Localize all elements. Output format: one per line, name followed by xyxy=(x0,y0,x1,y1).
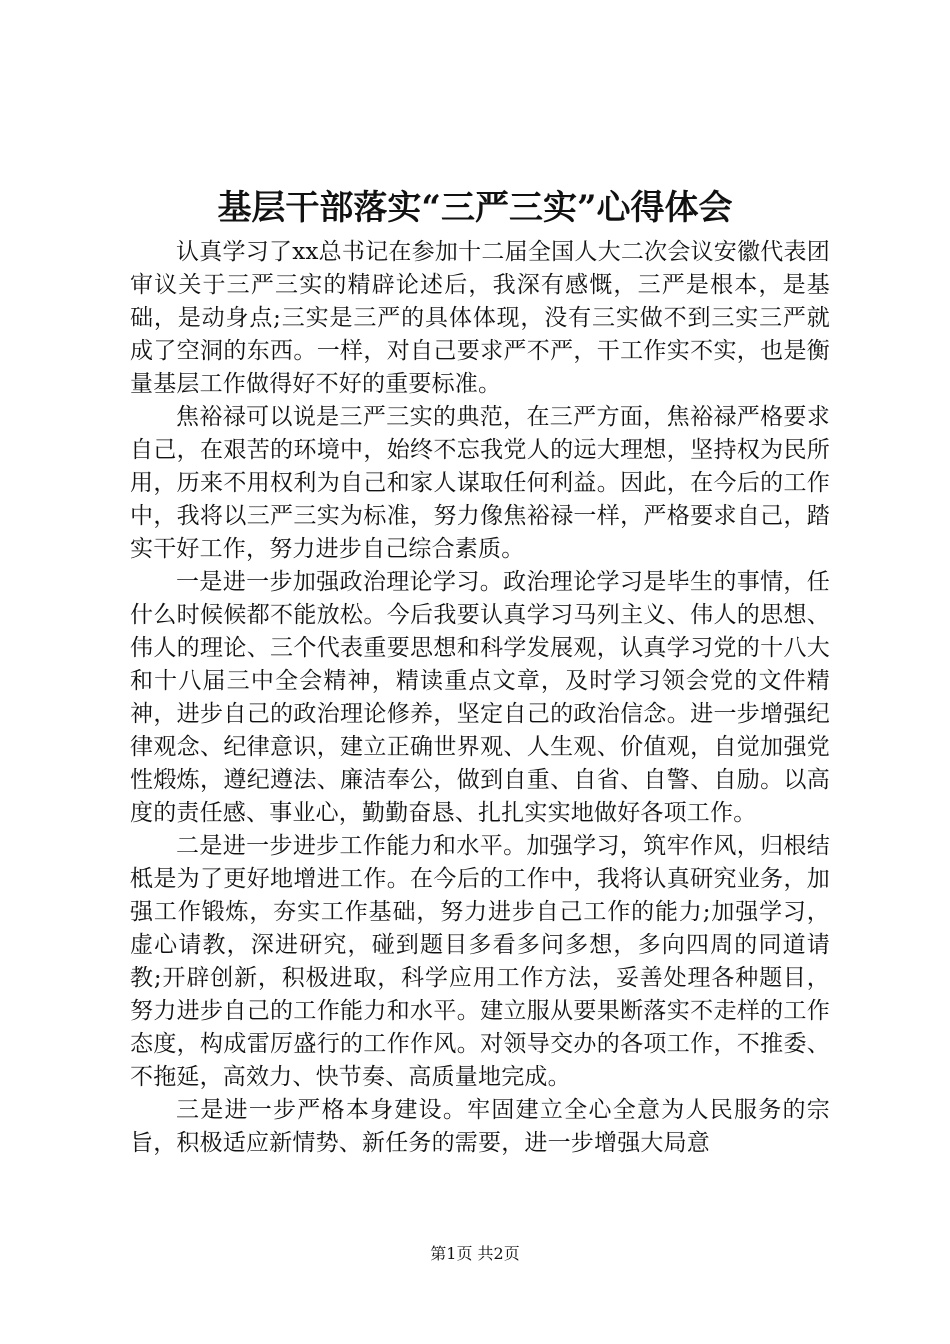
paragraph-3: 一是进一步加强政治理论学习。政治理论学习是毕生的事情，任什么时候候都不能放松。今后我要认真学习马列主义、伟人的思想、伟人的理论、三个代表重要思想和科学发展观，认真学习党的十八大和十八届三中全会精神，精读重点文章，及时学习领会党的文件精神，进步自己的政治理论修养，坚定自己的政治信念。进一步增强纪律观念、纪律意识，建立正确世界观、人生观、价值观，自觉加强党性煅炼，遵纪遵法、廉洁奉公，做到自重、自省、自警、自励。以高度的责任感、事业心，勤勤奋恳、扎扎实实地做好各项工作。 xyxy=(130,569,830,826)
paragraph-5: 三是进一步严格本身建设。牢固建立全心全意为人民服务的宗旨，积极适应新情势、新任务的需要，进一步增强大局意 xyxy=(130,1097,830,1156)
paragraph-4: 二是进一步进步工作能力和水平。加强学习，筑牢作风，归根结柢是为了更好地增进工作。在今后的工作中，我将认真研究业务，加强工作锻炼，夯实工作基础，努力进步自己工作的能力;加强学习，虚心请教，深进研究，碰到题目多看多问多想，多向四周的同道请教;开辟创新，积极进取，科学应用工作方法，妥善处理各种题目，努力进步自己的工作能力和水平。建立服从要果断落实不走样的工作态度，构成雷厉盛行的工作作风。对领导交办的各项工作，不推委、不拖延，高效力、快节奏、高质量地完成。 xyxy=(130,833,830,1090)
page-footer: 第1页 共2页 xyxy=(430,1244,520,1263)
document-body xyxy=(130,236,830,1160)
paragraph-2: 焦裕禄可以说是三严三实的典范，在三严方面，焦裕禄严格要求自己，在艰苦的环境中，始终不忘我党人的远大理想，坚持权为民所用，历来不用权利为自己和家人谋取任何利益。因此，在今后的工作中，我将以三严三实为标准，努力像焦裕禄一样，严格要求自己，踏实干好工作，努力进步自己综合素质。 xyxy=(130,404,830,562)
document-title: 基层干部落实“三严三实”心得体会 xyxy=(217,188,733,228)
paragraph-1: 认真学习了xx总书记在参加十二届全国人大二次会议安徽代表团审议关于三严三实的精辟论述后，我深有感慨，三严是根本，是基础，是动身点;三实是三严的具体体现，没有三实做不到三实三严就成了空洞的东西。一样，对自己要求严不严，干工作实不实，也是衡量基层工作做得好不好的重要标准。 xyxy=(130,239,830,397)
